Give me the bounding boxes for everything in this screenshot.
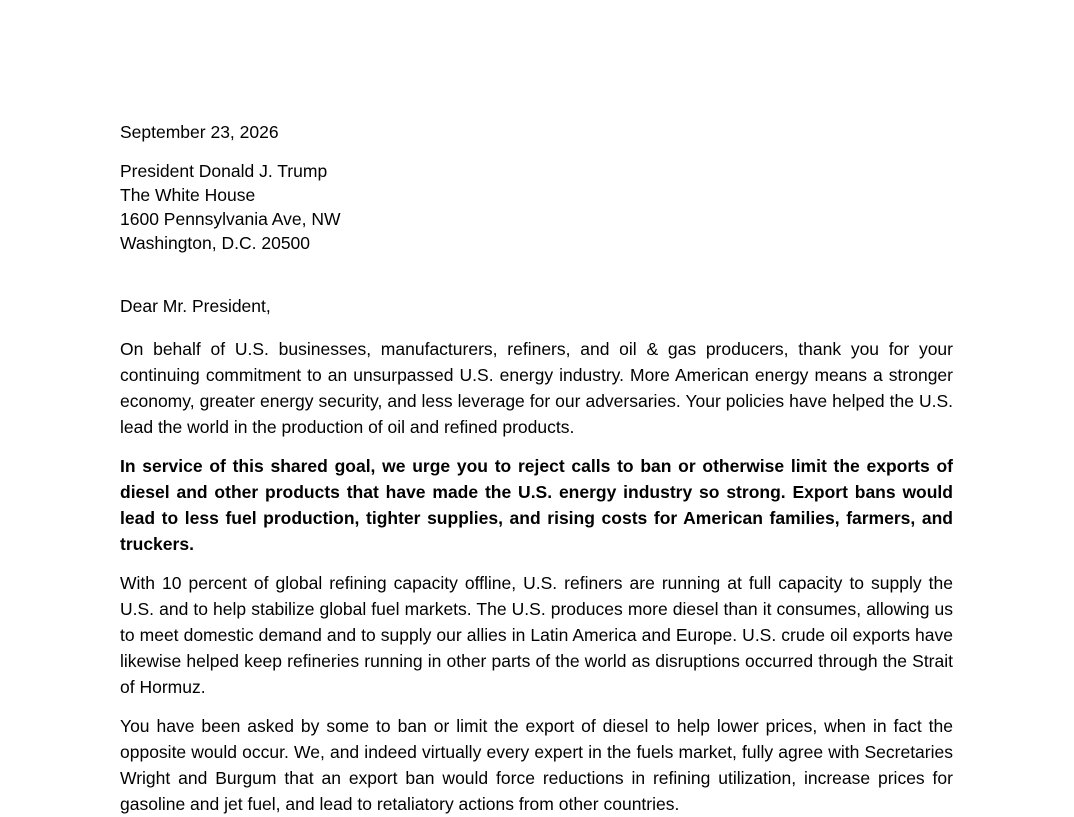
letter-body: [120, 119, 953, 817]
letter-date: September 23, 2026: [120, 122, 279, 142]
recipient-organization: The White House: [120, 185, 256, 205]
paragraph-intro: On behalf of U.S. businesses, manufacturers, refiners, and oil & gas producers, thank you for your continuing commitment to an unsurpassed U.S. energy industry. More American energy means a stronger economy, greater energy security, and less leverage for our adversaries. Your policies have helped the U.S. lead the world in the production of oil and refined products.: [120, 339, 953, 437]
recipient-address: [120, 159, 953, 255]
recipient-city: Washington, D.C. 20500: [120, 233, 311, 253]
paragraph-export-ban: You have been asked by some to ban or limit the export of diesel to help lower prices, when in fact the opposite would occur. We, and indeed virtually every expert in the fuels market, fully agree with Secretaries Wright and Burgum that an export ban would force reductions in refining utilization, increase prices for gasoline and jet fuel, and lead to retaliatory actions from other countries.: [120, 716, 953, 814]
recipient-street: 1600 Pennsylvania Ave, NW: [120, 209, 341, 229]
paragraph-request: In service of this shared goal, we urge you to reject calls to ban or otherwise limit the exports of diesel and other products that have made the U.S. energy industry so strong. Export bans would lead to less fuel production, tighter supplies, and rising costs for American families, farmers, and truckers.: [120, 456, 953, 554]
salutation: Dear Mr. President,: [120, 296, 271, 316]
recipient-name: President Donald J. Trump: [120, 161, 328, 181]
paragraph-capacity: With 10 percent of global refining capacity offline, U.S. refiners are running at full capacity to supply the U.S. and to help stabilize global fuel markets. The U.S. produces more diesel than it consumes, allowing us to meet domestic demand and to supply our allies in Latin America and Europe. U.S. crude oil exports have likewise helped keep refineries running in other parts of the world as disruptions occurred through the Strait of Hormuz.: [120, 573, 953, 697]
